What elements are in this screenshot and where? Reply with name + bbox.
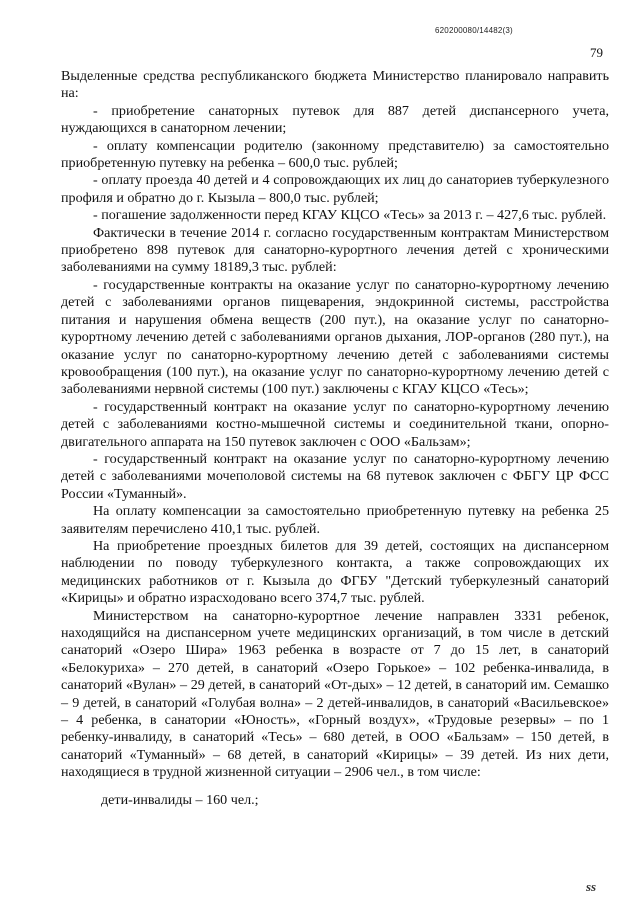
paragraph: Выделенные средства республиканского бюджета Министерство планировало направить на: bbox=[61, 68, 609, 102]
paragraph: Министерством на санаторно-курортное лечение направлен 3331 ребенок, находящийся на диспансерном учете медицинских организаций, в том числе в детский санаторий «Озеро Шира» 1963 ребенка в возрасте от 7 до 15 лет, в санаторий «Белокуриха» – 270 детей, в санаторий «Озеро Горькое» – 102 ребенка-инвалида, в санаторий «Вулан» – 29 детей, в санаторий «От-дых» – 12 детей, в санаторий им. Семашко – 9 детей, в санаторий «Голубая волна» – 2 детей-инвалидов, в санаторий «Васильевское» – 4 ребенка, в санатории «Юность», «Горный воздух», «Трудовые резервы» – по 1 ребенку-инвалиду, в санаторий «Тесь» – 680 детей, в ООО «Бальзам» – 150 детей, в санаторий «Туманный» – 68 детей, в санаторий «Кирицы» – 39 детей. Из них дети, находящиеся в трудной жизненной ситуации – 2906 чел., в том числе: bbox=[61, 607, 609, 781]
paragraph: - оплату проезда 40 детей и 4 сопровождающих их лиц до санаториев туберкулезного профиля и обратно до г. Кызыла – 800,0 тыс. рублей; bbox=[61, 172, 609, 206]
page-number: 79 bbox=[590, 45, 603, 60]
paragraph: На оплату компенсации за самостоятельно приобретенную путевку на ребенка 25 заявителям перечислено 410,1 тыс. рублей. bbox=[61, 503, 609, 537]
document-body bbox=[61, 68, 609, 809]
paragraph: - государственный контракт на оказание услуг по санаторно-курортному лечению детей с заболеваниями костно-мышечной системы и соединительной ткани, опорно-двигательного аппарата на 150 путевок заключен с ООО «Бальзам»; bbox=[61, 398, 609, 450]
document-code: 620200080/14482(3) bbox=[435, 26, 513, 35]
corner-handwritten-mark: ss bbox=[586, 879, 597, 894]
last-line: дети-инвалиды – 160 чел.; bbox=[101, 791, 259, 808]
paragraph: - погашение задолженности перед КГАУ КЦСО «Тесь» за 2013 г. – 427,6 тыс. рублей. bbox=[93, 207, 607, 224]
paragraph: - приобретение санаторных путевок для 887 детей диспансерного учета, нуждающихся в санаторном лечении; bbox=[61, 102, 609, 137]
paragraph: - оплату компенсации родителю (законному представителю) за самостоятельно приобретенную путевку на ребенка – 600,0 тыс. рублей; bbox=[61, 137, 609, 172]
paragraph: Фактически в течение 2014 г. согласно государственным контрактам Министерством приобретено 898 путевок для санаторно-курортного лечения детей с хроническими заболеваниями на сумму 18189,3 тыс. рублей: bbox=[61, 224, 609, 276]
paragraph: - государственные контракты на оказание услуг по санаторно-курортному лечению детей с заболеваниями органов пищеварения, эндокринной системы, расстройства питания и нарушения обмена веществ (200 пут.), на оказание услуг по санаторно-курортному лечению детей с заболеваниями органов дыхания, ЛОР-органов (280 пут.), на оказание услуг по санаторно-курортному лечению детей с заболеваниями системы кровообращения (100 пут.), на оказание услуг по санаторно-курортному лечению детей с заболеваниями нервной системы (100 пут.) заключены с КГАУ КЦСО «Тесь»; bbox=[61, 276, 609, 398]
paragraph: - государственный контракт на оказание услуг по санаторно-курортному лечению детей с заболеваниями мочеполовой системы на 68 путевок заключен с ФБГУ ЦР ФСС России «Туманный». bbox=[61, 450, 609, 502]
paragraph: На приобретение проездных билетов для 39 детей, состоящих на диспансерном наблюдении по поводу туберкулезного контакта, а также сопровождающих их медицинских работников от г. Кызыла до ФГБУ "Детский туберкулезный санаторий «Кирицы» и обратно израсходовано всего 374,7 тыс. рублей. bbox=[61, 537, 609, 607]
